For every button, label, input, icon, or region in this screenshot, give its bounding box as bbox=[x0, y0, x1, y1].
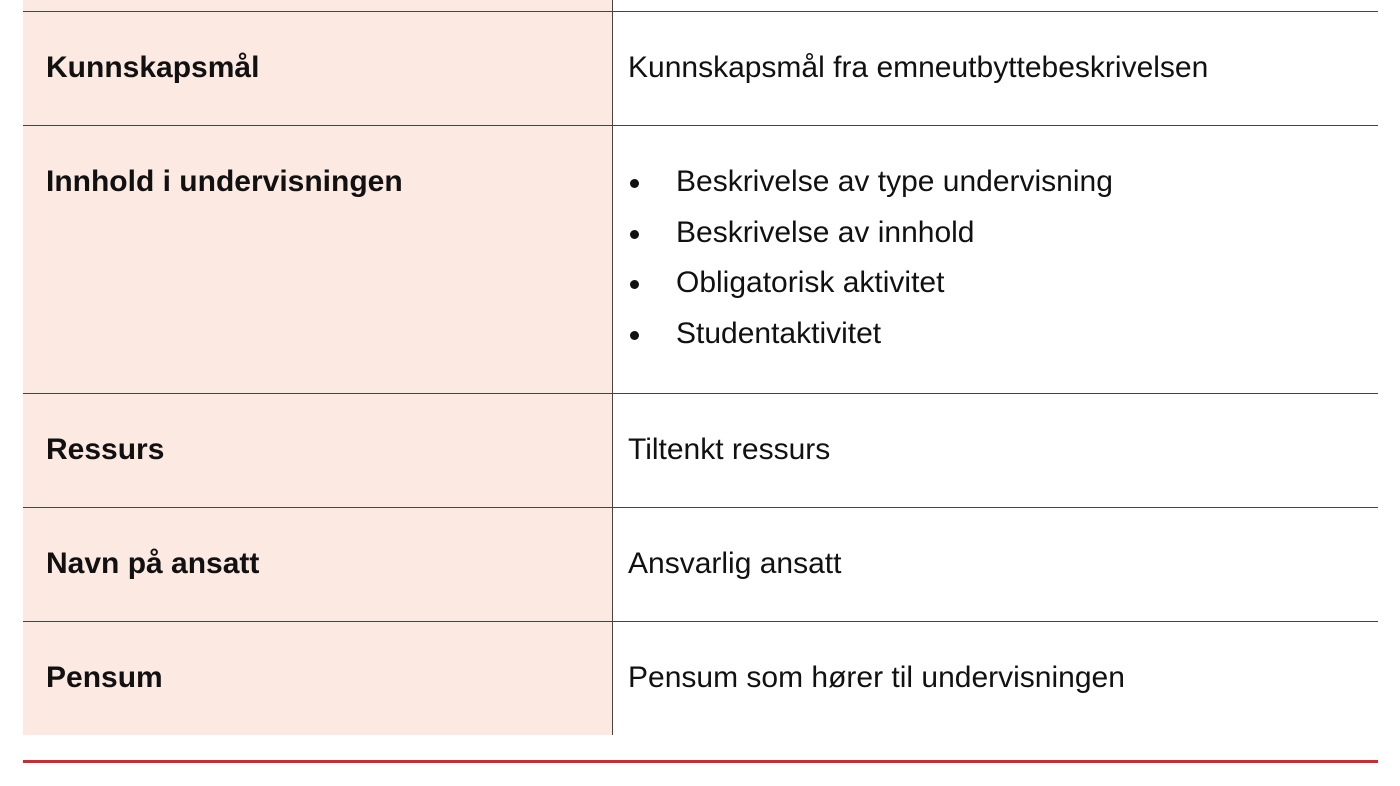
row-label: Kunnskapsmål bbox=[23, 12, 613, 125]
row-value: Ansvarlig ansatt bbox=[628, 547, 842, 580]
list-item bbox=[628, 164, 1378, 215]
content-bullet-list bbox=[628, 164, 1378, 366]
course-plan-table bbox=[23, 0, 1378, 735]
row-label: Pensum bbox=[23, 622, 613, 735]
row-value: Pensum som hører til undervisningen bbox=[628, 661, 1125, 694]
list-item-text: Beskrivelse av type undervisning bbox=[676, 165, 1113, 198]
table-row-kunnskapsmal bbox=[23, 11, 1378, 125]
list-item-text: Obligatorisk aktivitet bbox=[676, 266, 945, 299]
list-item-text: Beskrivelse av innhold bbox=[676, 215, 975, 249]
row-label: Innhold i undervisningen bbox=[23, 126, 613, 393]
table-row-innhold bbox=[23, 125, 1378, 393]
list-item bbox=[628, 215, 1378, 266]
label-cell bbox=[23, 0, 613, 11]
row-value: Kunnskapsmål fra emneutbyttebeskrivelsen bbox=[628, 51, 1209, 84]
row-label: Navn på ansatt bbox=[23, 508, 613, 621]
bullet-icon bbox=[630, 179, 639, 188]
table-row-ressurs bbox=[23, 393, 1378, 507]
accent-rule bbox=[23, 760, 1378, 763]
value-cell bbox=[613, 0, 1378, 11]
row-value: Tiltenkt ressurs bbox=[628, 433, 831, 466]
bullet-icon bbox=[630, 280, 639, 289]
table-row-partial bbox=[23, 0, 1378, 11]
row-value bbox=[613, 126, 1378, 393]
bullet-icon bbox=[630, 230, 639, 239]
row-label: Ressurs bbox=[23, 394, 613, 507]
list-item bbox=[628, 265, 1378, 316]
list-item-text: Studentaktivitet bbox=[676, 316, 882, 350]
list-item bbox=[628, 316, 1378, 367]
table-row-navn bbox=[23, 507, 1378, 621]
table-row-pensum bbox=[23, 621, 1378, 735]
bullet-icon bbox=[630, 331, 639, 340]
